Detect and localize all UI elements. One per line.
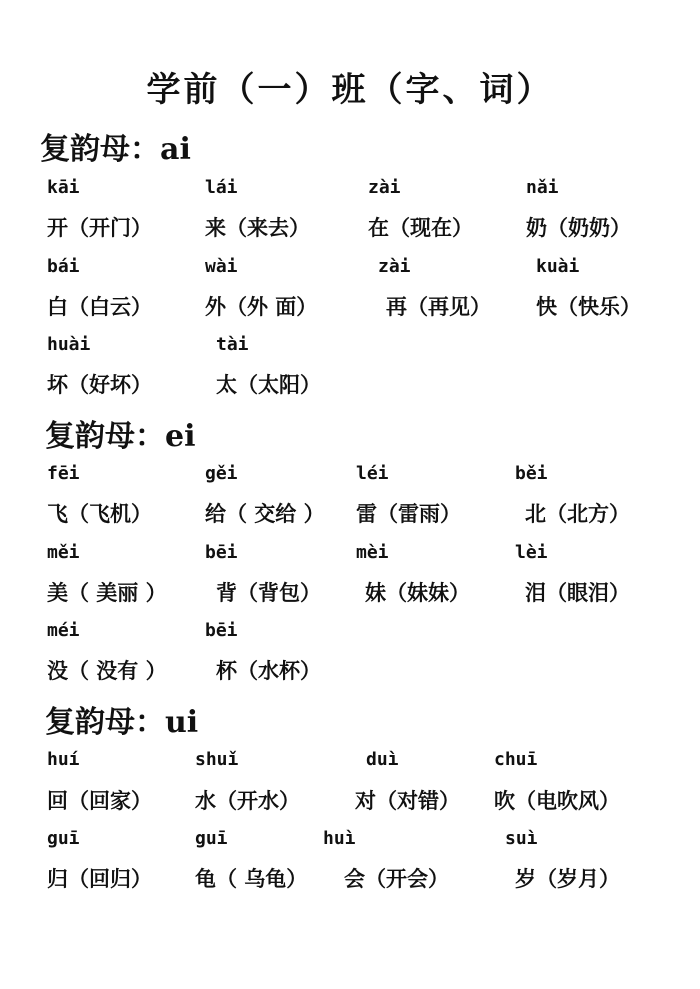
pinyin: chuī	[494, 749, 538, 770]
pinyin: huài	[47, 334, 91, 355]
pinyin: huì	[323, 828, 356, 849]
word: 太（太阳）	[216, 372, 321, 397]
word: 没（ 没有 ）	[47, 658, 167, 683]
pinyin: lèi	[515, 542, 548, 563]
word: 对（对错）	[355, 788, 460, 813]
pinyin: léi	[356, 463, 389, 484]
pinyin: zài	[378, 256, 411, 277]
word: 回（回家）	[47, 788, 152, 813]
pinyin: shuǐ	[195, 749, 239, 770]
pinyin: nǎi	[526, 177, 559, 198]
pinyin: tài	[216, 334, 249, 355]
word: 奶（奶奶）	[526, 215, 631, 240]
pinyin: kuài	[536, 256, 580, 277]
pinyin: gěi	[205, 463, 238, 484]
word: 快（快乐）	[536, 294, 641, 319]
pinyin: guī	[195, 828, 228, 849]
page-title: 学前（一）班（字、词）	[146, 70, 554, 110]
pinyin: mèi	[356, 542, 389, 563]
pinyin: měi	[47, 542, 80, 563]
section-heading-ei: 复韵母：ei	[45, 419, 196, 454]
word: 再（再见）	[386, 294, 491, 319]
word: 归（回归）	[47, 866, 152, 891]
pinyin: guī	[47, 828, 80, 849]
word: 给（ 交给 ）	[205, 501, 325, 526]
pinyin: méi	[47, 620, 80, 641]
pinyin: bái	[47, 256, 80, 277]
pinyin: huí	[47, 749, 80, 770]
section-heading-ui: 复韵母：ui	[45, 705, 199, 740]
word: 杯（水杯）	[216, 658, 321, 683]
word: 白（白云）	[47, 294, 152, 319]
pinyin: lái	[205, 177, 238, 198]
pinyin: bēi	[205, 620, 238, 641]
word: 吹（电吹风）	[494, 788, 620, 813]
word: 水（开水）	[195, 788, 300, 813]
pinyin: suì	[505, 828, 538, 849]
word: 背（背包）	[216, 580, 321, 605]
section-heading-ai: 复韵母：ai	[40, 132, 191, 167]
word: 岁（岁月）	[515, 866, 620, 891]
word: 坏（好坏）	[47, 372, 152, 397]
pinyin: běi	[515, 463, 548, 484]
word: 雷（雷雨）	[356, 501, 461, 526]
pinyin: duì	[366, 749, 399, 770]
pinyin: bēi	[205, 542, 238, 563]
word: 龟（ 乌龟）	[195, 866, 308, 891]
pinyin: zài	[368, 177, 401, 198]
pinyin: fēi	[47, 463, 80, 484]
word: 飞（飞机）	[47, 501, 152, 526]
pinyin: wài	[205, 256, 238, 277]
word: 开（开门）	[47, 215, 152, 240]
word: 外（外 面）	[205, 294, 318, 319]
word: 来（来去）	[205, 215, 310, 240]
pinyin: kāi	[47, 177, 80, 198]
word: 会（开会）	[344, 866, 449, 891]
word: 美（ 美丽 ）	[47, 580, 167, 605]
word: 泪（眼泪）	[525, 580, 630, 605]
word: 妹（妹妹）	[365, 580, 470, 605]
word: 北（北方）	[525, 501, 630, 526]
word: 在（现在）	[368, 215, 473, 240]
